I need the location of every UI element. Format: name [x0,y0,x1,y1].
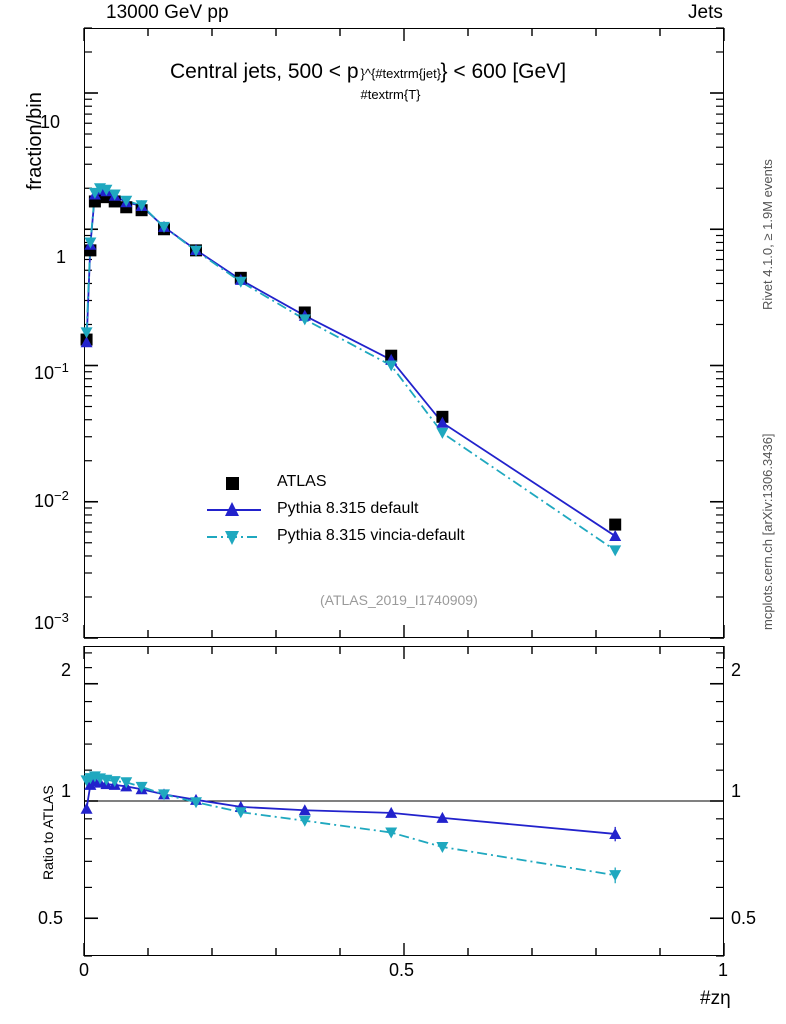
legend-label-atlas: ATLAS [277,473,327,490]
plot-title-subscript: #textrm{T} [360,87,421,102]
mcplots-caption: mcplots.cern.ch [arXiv:1306.3436] [760,433,775,630]
plot-title-part-b: } < 600 [GeV] [440,60,567,83]
y-tick-ratio-2-right: 2 [731,660,742,680]
x-tick-05: 0.5 [389,960,415,980]
y-tick-main-10: 10 [40,112,61,132]
y-tick-main-1: 1 [56,247,67,267]
x-tick-1: 1 [718,960,729,980]
y-axis-label-main: fraction/bin [24,92,46,190]
y-tick-ratio-05-right: 0.5 [731,908,757,928]
y-axis-label-ratio: Ratio to ATLAS [40,785,56,880]
y-tick-main-1e-2: $10^{-2}$ [34,488,69,511]
y-tick-ratio-1-right: 1 [731,781,742,801]
y-tick-main-1e-1: $10^{-1}$ [34,360,69,383]
header-right: Jets [688,2,723,23]
legend-label-pythia-default: Pythia 8.315 default [277,500,419,517]
dataset-watermark: (ATLAS_2019_I1740909) [320,592,478,608]
y-tick-ratio-05-left: 0.5 [38,908,64,928]
y-tick-ratio-1-left: 1 [61,781,72,801]
plot-title-part-a: Central jets, 500 < p [170,60,359,83]
y-tick-ratio-2-left: 2 [61,660,72,680]
plot-title-superscript: }^{#textrm{jet} [360,66,442,81]
rivet-version-caption: Rivet 4.1.0, ≥ 1.9M events [760,159,775,310]
y-tick-main-1e-3: $10^{-3}$ [34,610,69,633]
x-axis-label: #zη [700,988,731,1009]
header-left: 13000 GeV pp [106,2,229,23]
legend-label-pythia-vincia: Pythia 8.315 vincia-default [277,527,465,544]
x-tick-0: 0 [79,960,90,980]
